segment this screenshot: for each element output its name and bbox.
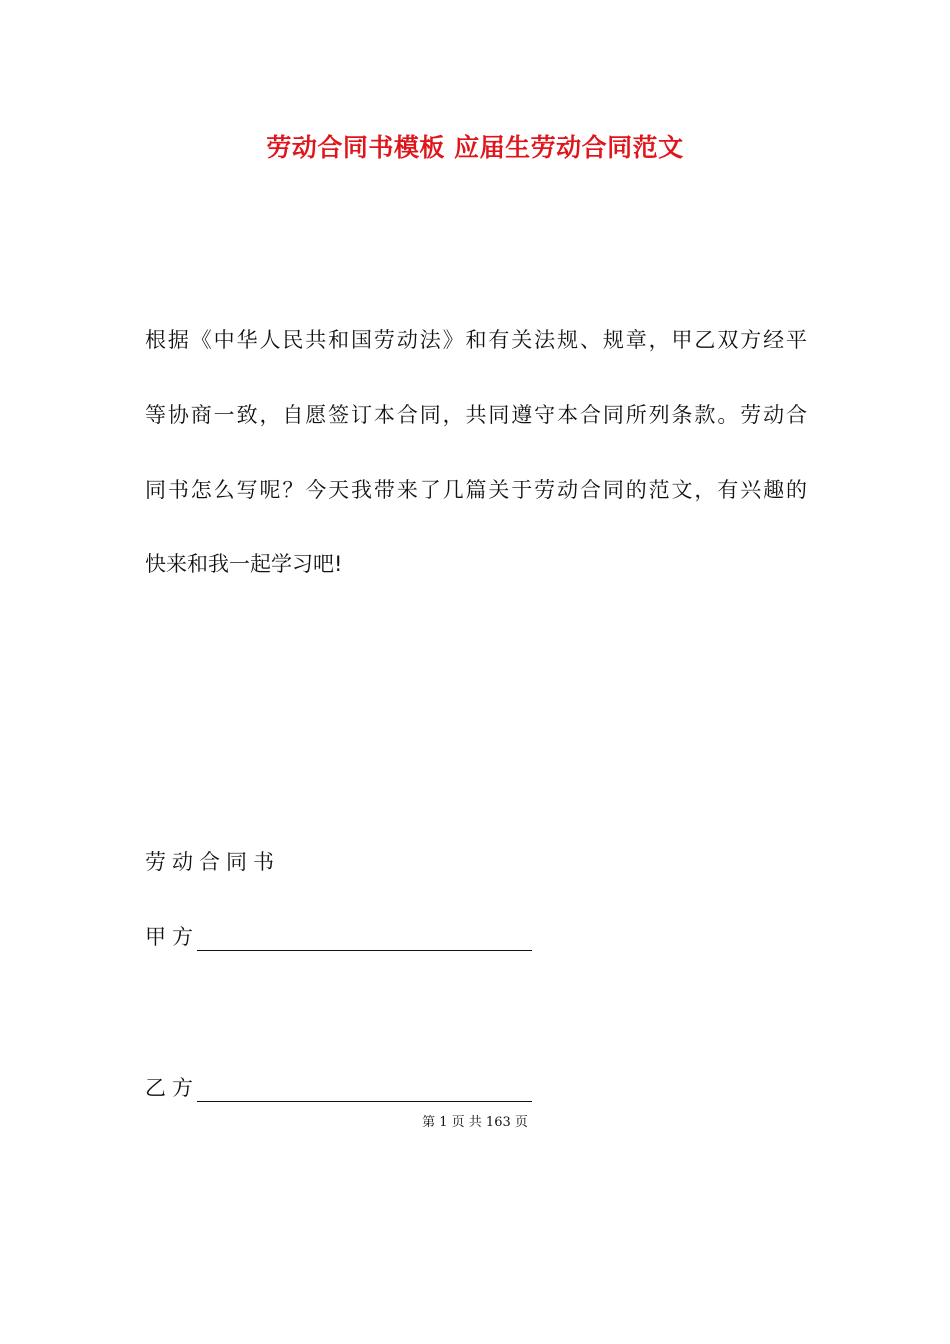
intro-line-2: 等协商一致，自愿签订本合同，共同遵守本合同所列条款。劳动合 bbox=[145, 403, 807, 427]
document-title: 劳动合同书模板 应届生劳动合同范文 bbox=[266, 133, 684, 162]
party-b-label: 乙方 bbox=[145, 1076, 199, 1100]
party-a-fill-line[interactable] bbox=[197, 950, 532, 951]
party-a-field[interactable] bbox=[145, 922, 535, 954]
intro-line-1: 根据《中华人民共和国劳动法》和有关法规、规章，甲乙双方经平 bbox=[145, 328, 807, 352]
party-a-label: 甲方 bbox=[145, 925, 199, 949]
page-number: 第 1 页 共 163 页 bbox=[422, 1115, 528, 1130]
party-b-field[interactable] bbox=[145, 1073, 535, 1105]
intro-line-4: 快来和我一起学习吧! bbox=[145, 552, 343, 576]
party-b-fill-line[interactable] bbox=[197, 1101, 532, 1102]
intro-line-3: 同书怎么写呢？今天我带来了几篇关于劳动合同的范文，有兴趣的 bbox=[145, 478, 807, 502]
contract-heading: 劳动合同书 bbox=[145, 850, 280, 874]
